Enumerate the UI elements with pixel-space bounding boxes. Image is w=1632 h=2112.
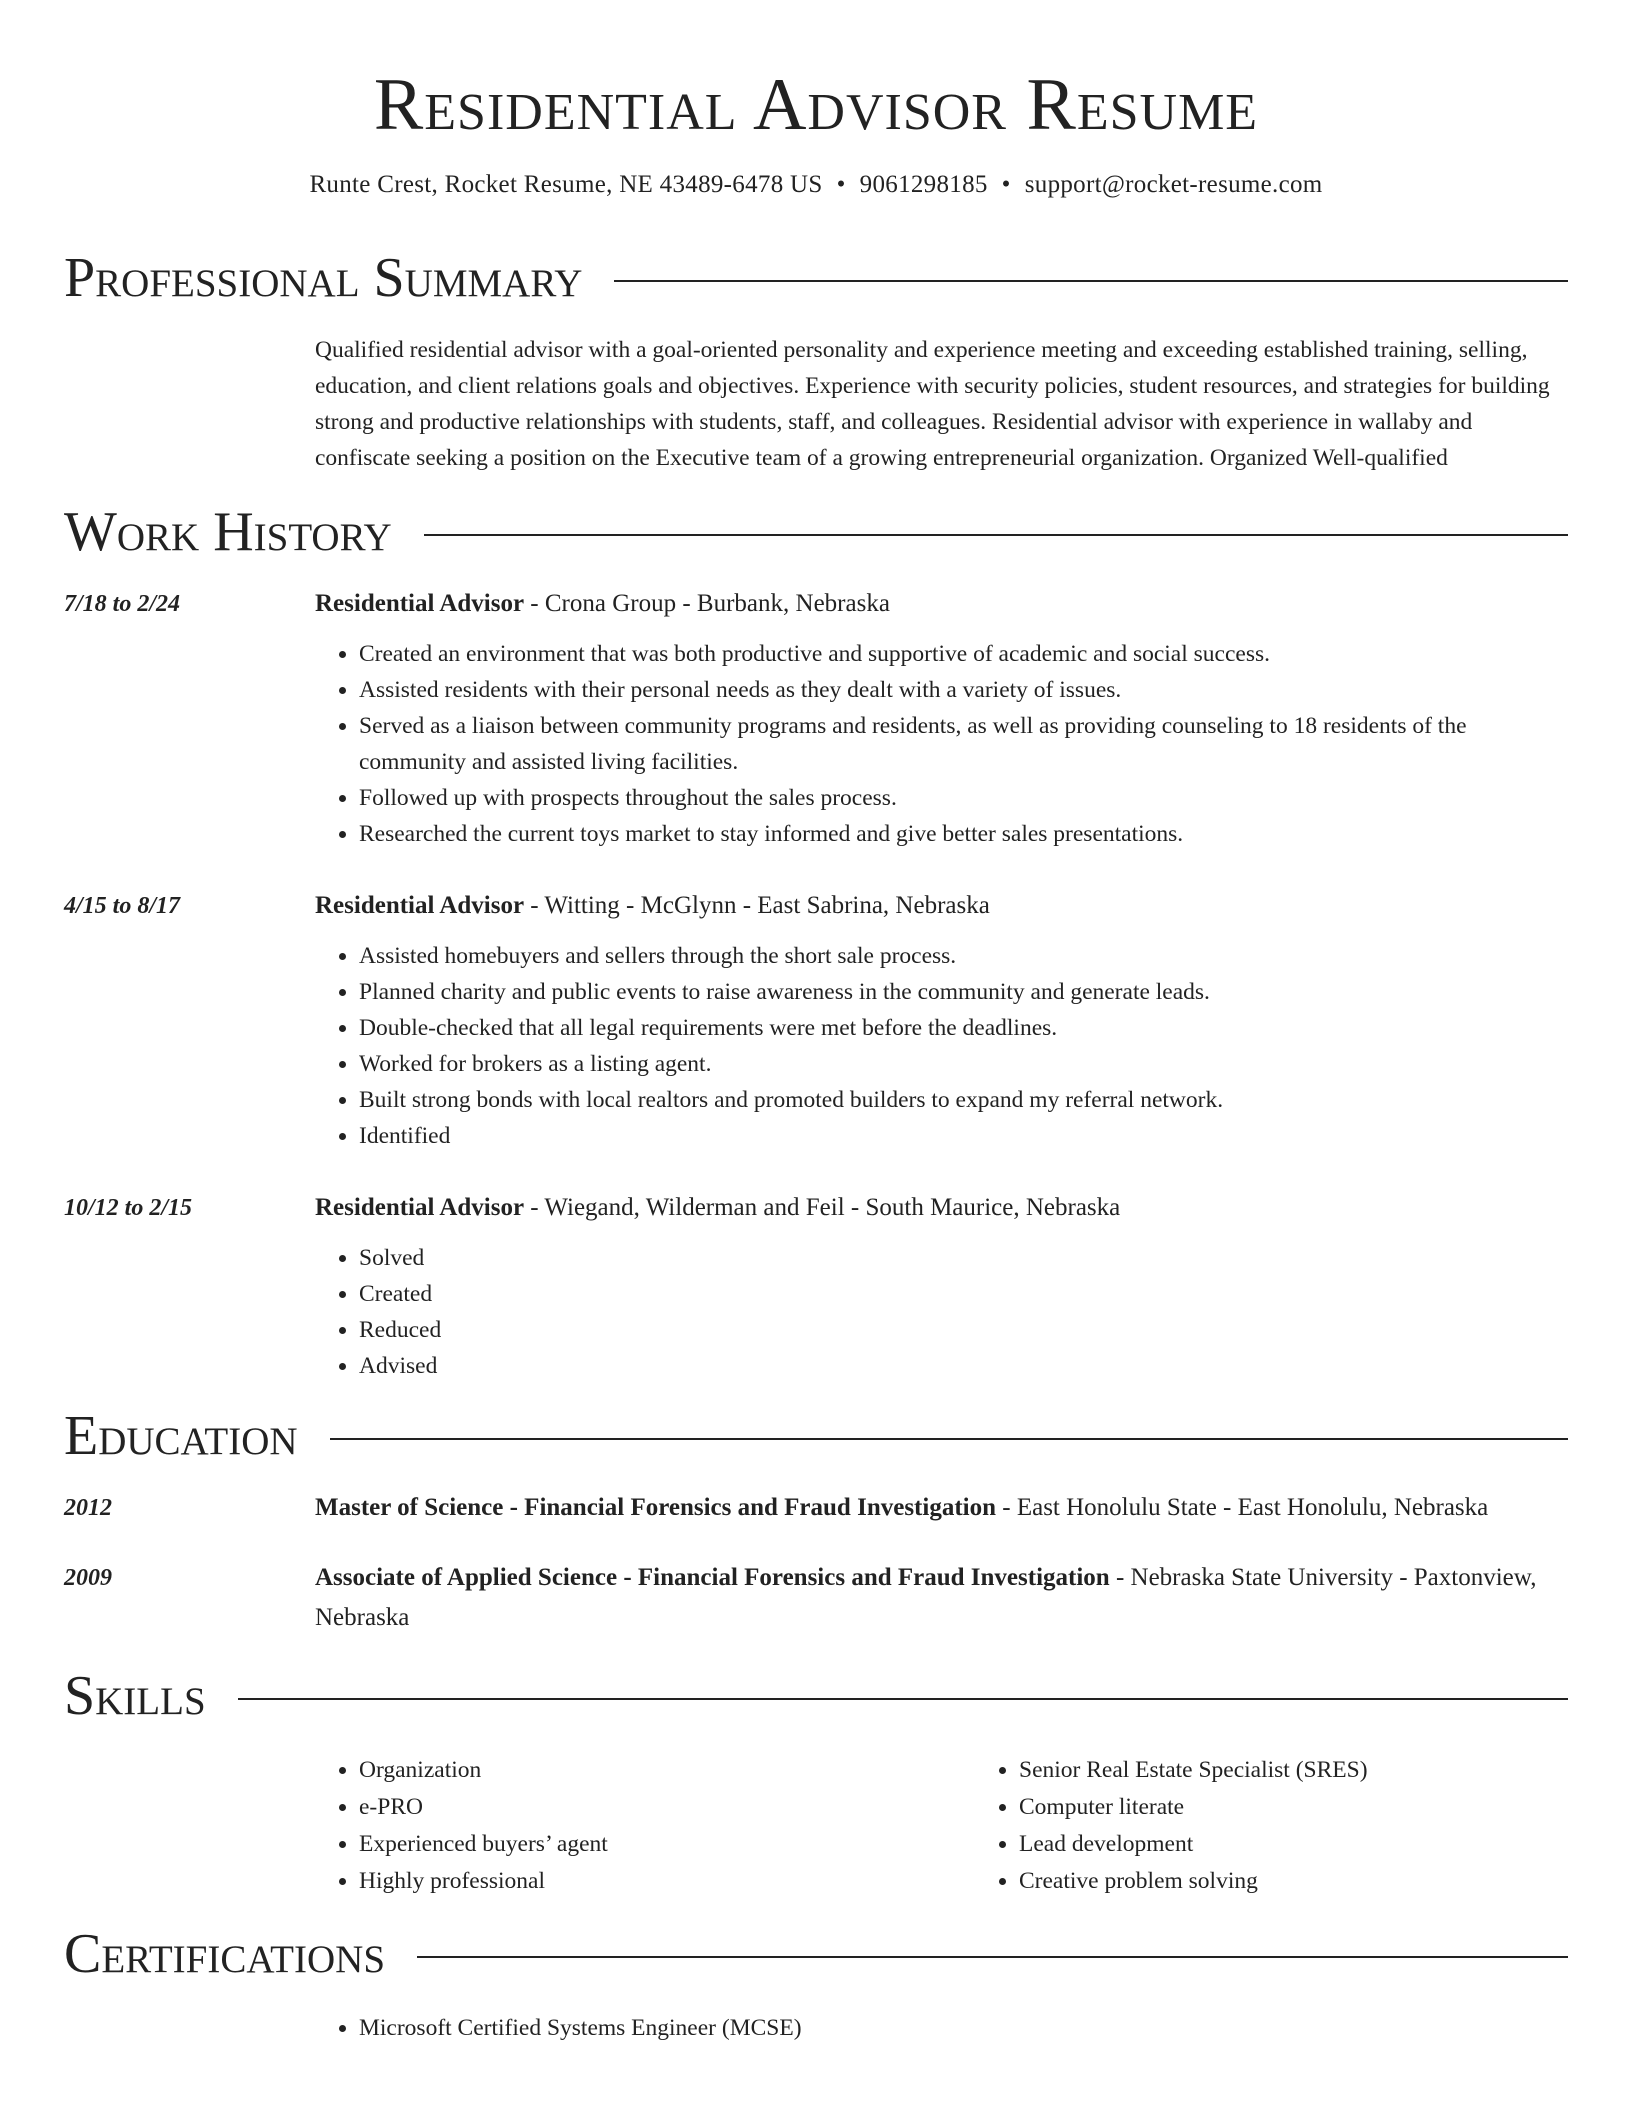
- job-body: [315, 584, 1568, 852]
- contact-email: support@rocket-resume.com: [1024, 171, 1323, 198]
- skill-item: • Senior Real Estate Specialist (SRES): [1019, 1752, 1368, 1789]
- job-entry: [64, 886, 1568, 1154]
- contact-address: Runte Crest, Rocket Resume, NE 43489-6478 US: [309, 171, 823, 198]
- skill-item: • Experienced buyers’ agent: [359, 1826, 975, 1863]
- job-title: Residential Advisor: [315, 590, 525, 617]
- job-bullet: • Advised: [359, 1348, 1568, 1384]
- education-body: [315, 1558, 1568, 1638]
- job-bullet: • Reduced: [359, 1312, 1568, 1348]
- certifications-list: [315, 2010, 1568, 2047]
- job-bullet: • Assisted homebuyers and sellers through the short sale process.: [359, 938, 1568, 974]
- job-bullet: • Created an environment that was both productive and supportive of academic and social success.: [359, 636, 1568, 672]
- skill-item: • Computer literate: [1019, 1789, 1368, 1826]
- job-entry: [64, 584, 1568, 852]
- section-title-work-history: Work History: [64, 501, 392, 563]
- skill-item: • Lead development: [1019, 1826, 1368, 1863]
- education-degree: Associate of Applied Science - Financial Forensics and Fraud Investigation: [315, 1564, 1110, 1591]
- job-dates: 10/12 to 2/15: [64, 1195, 193, 1221]
- education-degree: Master of Science - Financial Forensics and Fraud Investigation: [315, 1494, 996, 1521]
- job-bullet: • Created: [359, 1276, 1568, 1312]
- skill-item: • Organization: [359, 1752, 975, 1789]
- skills-list: [315, 1752, 1568, 1900]
- job-entry: [64, 1188, 1568, 1384]
- education-details: - East Honolulu State - East Honolulu, Nebraska: [996, 1494, 1489, 1521]
- section-divider: [614, 280, 1568, 282]
- education-entry: [64, 1488, 1568, 1528]
- contact-separator: •: [836, 171, 846, 198]
- job-dates: 4/15 to 8/17: [64, 893, 181, 919]
- education-headline: [315, 1558, 1568, 1638]
- job-bullet: • Double-checked that all legal requirements were met before the deadlines.: [359, 1010, 1568, 1046]
- education-body: [315, 1488, 1568, 1528]
- skill-item: • Highly professional: [359, 1863, 975, 1900]
- job-headline: [315, 1188, 1568, 1228]
- contact-phone: 9061298185: [859, 171, 988, 198]
- resume-page: [64, 0, 1568, 2047]
- job-bullets: [315, 1240, 1568, 1384]
- section-divider: [330, 1438, 1568, 1440]
- education-year: 2012: [64, 1495, 112, 1521]
- skill-item: • e-PRO: [359, 1789, 975, 1826]
- education-entry: [64, 1558, 1568, 1638]
- section-divider: [238, 1698, 1568, 1700]
- education-year: 2009: [64, 1565, 112, 1591]
- job-bullet: • Solved: [359, 1240, 1568, 1276]
- job-bullet: • Assisted residents with their personal needs as they dealt with a variety of issues.: [359, 672, 1568, 708]
- job-details: - Wiegand, Wilderman and Feil - South Maurice, Nebraska: [524, 1194, 1121, 1221]
- section-divider: [424, 534, 1568, 536]
- education-headline: [315, 1488, 1568, 1528]
- job-headline: [315, 584, 1568, 624]
- resume-title: Residential Advisor Resume: [373, 64, 1259, 146]
- skills-column-left: [315, 1752, 975, 1900]
- job-bullet: • Worked for brokers as a listing agent.: [359, 1046, 1568, 1082]
- section-header-education: [64, 1404, 1568, 1468]
- job-bullet: • Planned charity and public events to raise awareness in the community and generate leads.: [359, 974, 1568, 1010]
- section-divider: [417, 1956, 1568, 1958]
- job-bullet: • Followed up with prospects throughout the sales process.: [359, 780, 1568, 816]
- job-details: - Crona Group - Burbank, Nebraska: [524, 590, 890, 617]
- job-headline: [315, 886, 1568, 926]
- job-body: [315, 1188, 1568, 1384]
- contact-line: [64, 170, 1568, 200]
- summary-text: Qualified residential advisor with a goal-oriented personality and experience meeting and exceeding established training, selling, education, and client relations goals and objectives. Experience with security policies, student resources, and strategies for building strong and productive relationships with students, staff, and colleagues. Residential advisor with experience in wallaby and confiscate seeking a position on the Executive team of a growing entrepreneurial organization. Organized Well-qualified: [315, 337, 1550, 471]
- section-title-summary: Professional Summary: [64, 247, 583, 309]
- section-header-certifications: [64, 1922, 1568, 1986]
- section-title-skills: Skills: [64, 1665, 206, 1727]
- job-bullet: • Identified: [359, 1118, 1568, 1154]
- job-title: Residential Advisor: [315, 1194, 525, 1221]
- certification-item: • Microsoft Certified Systems Engineer (MCSE): [359, 2010, 1568, 2047]
- job-dates: 7/18 to 2/24: [64, 591, 181, 617]
- job-title: Residential Advisor: [315, 892, 525, 919]
- job-bullets: [315, 636, 1568, 852]
- section-title-education: Education: [64, 1405, 298, 1467]
- certifications-items: [315, 2010, 1568, 2047]
- skills-column-right: [975, 1752, 1368, 1900]
- skill-item: • Creative problem solving: [1019, 1863, 1368, 1900]
- contact-separator: •: [1001, 171, 1011, 198]
- section-header-skills: [64, 1664, 1568, 1728]
- job-bullet: • Built strong bonds with local realtors and promoted builders to expand my referral network.: [359, 1082, 1568, 1118]
- job-bullet: • Served as a liaison between community programs and residents, as well as providing counseling to 18 residents of the community and assisted living facilities.: [359, 708, 1568, 780]
- section-header-summary: [64, 246, 1568, 310]
- job-bullets: [315, 938, 1568, 1154]
- job-body: [315, 886, 1568, 1154]
- section-title-certifications: Certifications: [64, 1923, 386, 1985]
- job-details: - Witting - McGlynn - East Sabrina, Nebraska: [524, 892, 990, 919]
- section-header-work-history: [64, 500, 1568, 564]
- education-details: - Nebraska State University - Paxtonview, Nebraska: [315, 1564, 1537, 1631]
- job-bullet: • Researched the current toys market to stay informed and give better sales presentations.: [359, 816, 1568, 852]
